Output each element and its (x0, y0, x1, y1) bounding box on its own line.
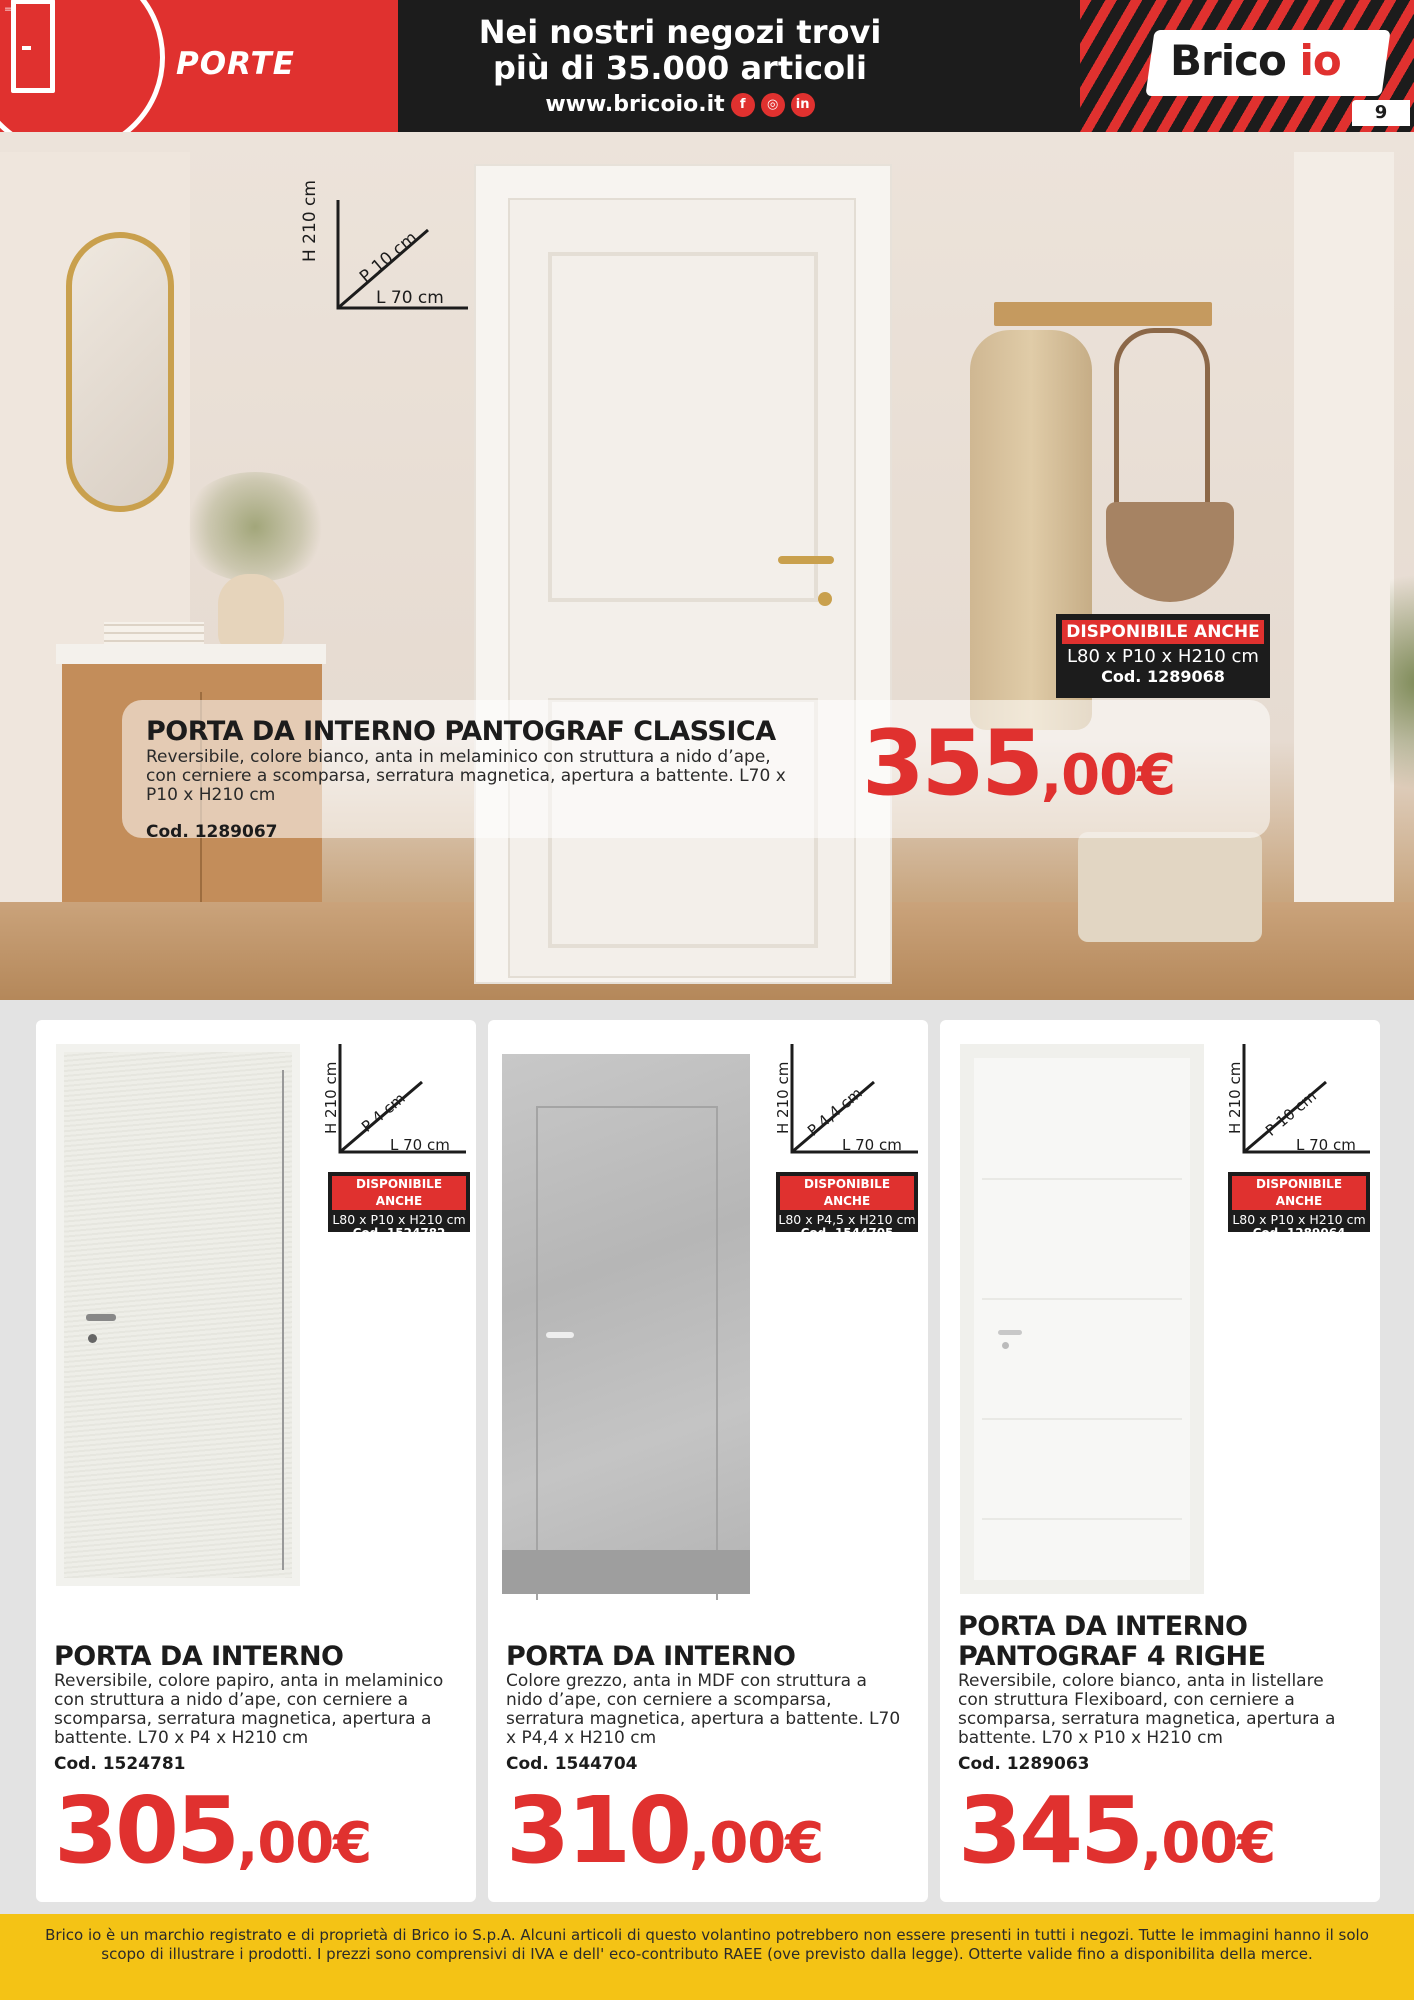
logo-text-main: Brico (1170, 36, 1286, 85)
legal-footer (0, 1914, 1414, 2000)
bricoio-logo[interactable] (1170, 36, 1370, 85)
product-1-price-int: 305 (54, 1777, 238, 1884)
section-badge (0, 0, 165, 132)
hero-price-int: 355 (862, 711, 1041, 816)
tagline-line-1: Nei nostri negozi trovi (478, 13, 882, 51)
available-title: DISPONIBILE ANCHE (780, 1176, 914, 1210)
hero-dim-depth: P 10 cm (356, 227, 422, 288)
hero-product-code: Cod. 1289067 (146, 822, 278, 842)
instagram-icon[interactable]: ◎ (761, 93, 785, 117)
product-1-code: Cod. 1524781 (54, 1754, 186, 1774)
door-groove (982, 1518, 1182, 1520)
product-3-description: Reversibile, colore bianco, anta in listellare con struttura Flexiboard, con cerniere a scomparsa, serratura magnetica, apertura a battente. L70 x P10 x H210 cm (958, 1671, 1336, 1748)
door-handle (86, 1314, 116, 1321)
p3-dim-height: H 210 cm (1226, 1061, 1244, 1134)
product-2-door-image (502, 1054, 750, 1594)
product-2-code: Cod. 1544704 (506, 1754, 638, 1774)
product-2-description: Colore grezzo, anta in MDF con struttura a nido d’ape, con cerniere a scomparsa, serratura magnetica, apertura a battente. L70 x P4,4 x H210 cm (506, 1671, 901, 1748)
door-groove (982, 1298, 1182, 1300)
door-handle (778, 556, 834, 564)
p1-dim-depth: P 4 cm (358, 1089, 409, 1136)
section-title: PORTE (176, 46, 295, 82)
product-3-door-image (960, 1044, 1204, 1594)
door-handle (998, 1330, 1022, 1335)
available-size: L80 x P4,5 x H210 cm (778, 1212, 916, 1227)
p3-dim-width: L 70 cm (1296, 1136, 1356, 1154)
hero-available-box (1056, 614, 1270, 698)
door-groove (982, 1178, 1182, 1180)
cabinet-top (56, 644, 326, 664)
basket-illustration (1078, 832, 1262, 942)
product-1-name: PORTA DA INTERNO (54, 1641, 344, 1672)
available-code: Cod. 1524782 (352, 1226, 446, 1240)
flowers-illustration (180, 472, 330, 582)
facebook-icon[interactable]: f (731, 93, 755, 117)
door-keyhole (818, 592, 832, 606)
p3-dim-depth: P 10 cm (1262, 1087, 1320, 1140)
product-3-price (958, 1776, 1275, 1899)
wall-pillar (1294, 152, 1394, 952)
mirror-illustration (66, 232, 174, 512)
product-2-available-box (776, 1172, 918, 1240)
available-size: L80 x P10 x H210 cm (332, 1212, 466, 1227)
p2-dim-height: H 210 cm (774, 1061, 792, 1134)
product-1-price-dec: ,00€ (237, 1811, 372, 1876)
website-link[interactable]: www.bricoio.it (545, 92, 725, 117)
door-frame-line (536, 1106, 718, 1600)
hero-dim-width: L 70 cm (376, 288, 444, 308)
linkedin-icon[interactable]: in (791, 93, 815, 117)
door-baseboard (502, 1550, 750, 1594)
p2-dim-depth: P 4,4 cm (804, 1084, 866, 1140)
product-3-name: PORTA DA INTERNO PANTOGRAF 4 RIGHE (958, 1611, 1266, 1672)
tagline-line-2: più di 35.000 articoli (493, 49, 867, 87)
corner-mark: = (4, 4, 13, 15)
product-3-available-box (1228, 1172, 1370, 1240)
available-size: L80 x P10 x H210 cm (1067, 646, 1259, 667)
plant-illustration (1390, 532, 1414, 832)
coat-rack (994, 302, 1212, 326)
hero-dim-height: H 210 cm (300, 180, 320, 262)
p2-dim-width: L 70 cm (842, 1136, 902, 1154)
page-number: 9 (1352, 100, 1410, 126)
product-3-code: Cod. 1289063 (958, 1754, 1090, 1774)
legal-text: Brico io è un marchio registrato e di proprietà di Brico io S.p.A. Alcuni articoli di questo volantino potrebbero non essere presenti in tutti i negozi. Tutte le immagini hanno il solo scopo di illustrare i prodotti. I prezzi sono comprensivi di IVA e dell' eco-contributo RAEE (ove previsto dalla legge). Otterte valide fino a disponibilita della merce. (45, 1926, 1369, 1963)
hero-photo (0, 132, 1414, 1000)
available-title: DISPONIBILE ANCHE (1062, 620, 1264, 644)
available-code: Cod. 1289068 (1101, 667, 1225, 686)
available-title: DISPONIBILE ANCHE (332, 1176, 466, 1210)
product-2-price (506, 1776, 823, 1899)
door-groove (982, 1418, 1182, 1420)
door-handle (546, 1332, 574, 1338)
door-edge-line (282, 1070, 284, 1570)
available-code: Cod. 1544705 (800, 1226, 894, 1240)
door-icon (11, 0, 55, 93)
product-2-price-int: 310 (506, 1777, 690, 1884)
product-2-price-dec: ,00€ (689, 1811, 824, 1876)
hero-product-description: Reversibile, colore bianco, anta in melaminico con struttura a nido d’ape, con cerniere a scomparsa, serratura magnetica, apertura a battente. L70 x P10 x H210 cm (146, 747, 786, 805)
website-row (400, 92, 960, 117)
product-1-price (54, 1776, 371, 1899)
door-keyhole (88, 1334, 97, 1343)
bag-illustration (1106, 502, 1234, 602)
header-bar (0, 0, 1414, 132)
door-panel-top (548, 252, 818, 602)
hero-price (862, 711, 1176, 826)
product-3-price-int: 345 (958, 1777, 1142, 1884)
logo-text-accent: io (1299, 36, 1341, 85)
product-1-available-box (328, 1172, 470, 1240)
available-size: L80 x P10 x H210 cm (1232, 1212, 1366, 1227)
available-code: Cod. 1289064 (1252, 1226, 1346, 1240)
vase-illustration (218, 574, 284, 654)
header-tagline (400, 14, 960, 117)
product-1-door-image (56, 1044, 300, 1586)
product-3-price-dec: ,00€ (1141, 1811, 1276, 1876)
hero-product-name: PORTA DA INTERNO PANTOGRAF CLASSICA (146, 716, 776, 747)
p1-dim-height: H 210 cm (322, 1061, 340, 1134)
product-1-description: Reversibile, colore papiro, anta in melaminico con struttura a nido d’ape, con cerniere a scomparsa, serratura magnetica, apertura a battente. L70 x P4 x H210 cm (54, 1671, 444, 1748)
available-title: DISPONIBILE ANCHE (1232, 1176, 1366, 1210)
hero-price-dec: ,00€ (1040, 743, 1176, 808)
p1-dim-width: L 70 cm (390, 1136, 450, 1154)
door-keyhole (1002, 1342, 1009, 1349)
product-2-name: PORTA DA INTERNO (506, 1641, 796, 1672)
